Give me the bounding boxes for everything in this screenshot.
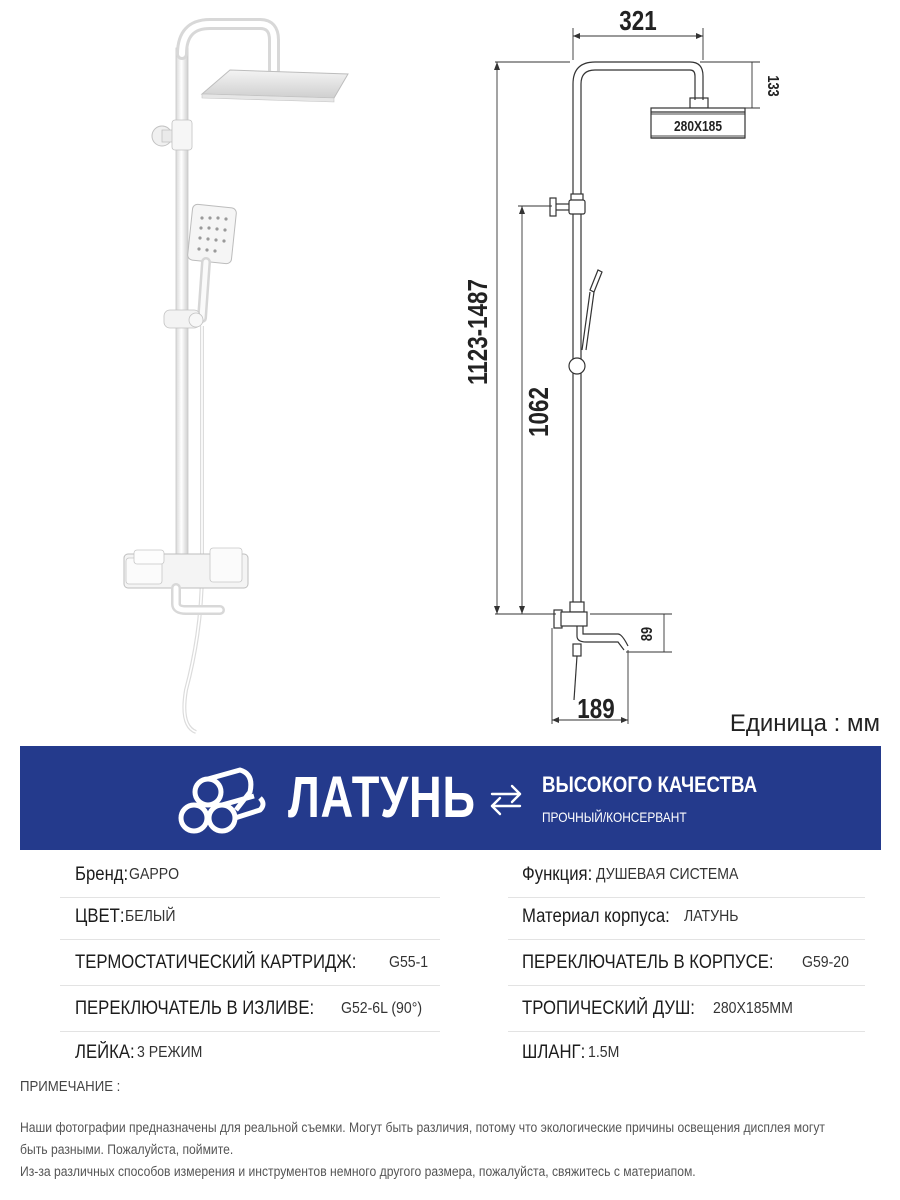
note-line: Наши фотографии предназначены для реальной съемки. Могут быть различия, потому что экологические причины освещения дисплея могут	[20, 1120, 825, 1135]
banner-material: ЛАТУНЬ	[288, 765, 476, 830]
spec-row-body-material	[508, 894, 865, 940]
dim-bar-height: 1062	[523, 387, 555, 437]
spec-label: ШЛАНГ:	[522, 1042, 586, 1063]
spec-value: GAPPO	[129, 865, 180, 883]
material-banner	[20, 746, 881, 850]
spec-value: БЕЛЫЙ	[125, 907, 176, 925]
spec-label: Материал корпуса:	[522, 905, 670, 927]
spec-value: 1.5M	[587, 1044, 620, 1061]
note-line: Из-за различных способов измерения и инструментов немного другого размера, пожалуйста, свяжитесь с материапом.	[20, 1164, 696, 1179]
spec-value: G52-6L (90°)	[340, 999, 422, 1017]
spec-label: Функция:	[522, 863, 593, 885]
banner-quality: ВЫСОКОГО КАЧЕСТВА	[542, 772, 758, 797]
spec-row-hose	[508, 1030, 865, 1076]
spec-value: ЛАТУНЬ	[683, 907, 739, 925]
spec-row-cartridge	[60, 940, 440, 986]
brass-rods-icon	[178, 764, 268, 836]
swap-arrows-icon	[486, 782, 526, 818]
spec-row-function	[508, 852, 865, 898]
technical-drawing	[440, 0, 900, 730]
dim-head-size: 280X185	[673, 117, 723, 135]
dim-spout-height: 89	[638, 626, 657, 642]
spec-value: G59-20	[801, 953, 849, 971]
dim-total-height: 1123-1487	[462, 279, 494, 385]
banner-durable: ПРОЧНЫЙ/КОНСЕРВАНТ	[542, 809, 687, 825]
spec-value: 3 РЕЖИМ	[136, 1044, 203, 1061]
spec-value: ДУШЕВАЯ СИСТЕМА	[595, 865, 739, 883]
note-title: ПРИМЕЧАНИЕ :	[20, 1078, 121, 1095]
spec-label: ПЕРЕКЛЮЧАТЕЛЬ В КОРПУСЕ:	[522, 951, 774, 973]
dim-width-top: 321	[619, 5, 657, 37]
dim-spout-reach: 189	[577, 693, 615, 725]
unit-label: Единица : мм	[729, 710, 880, 737]
spec-value: G55-1	[388, 953, 428, 971]
spec-label: ТРОПИЧЕСКИЙ ДУШ:	[522, 997, 695, 1019]
spec-row-hand-shower	[60, 1030, 440, 1076]
spec-label: ТЕРМОСТАТИЧЕСКИЙ КАРТРИДЖ:	[75, 951, 357, 973]
product-photo	[110, 10, 380, 745]
spec-label: ПЕРЕКЛЮЧАТЕЛЬ В ИЗЛИВЕ:	[75, 997, 315, 1019]
spec-row-color	[60, 894, 440, 940]
spec-label: ЛЕЙКА:	[75, 1042, 135, 1063]
spec-row-spout-switch	[60, 986, 440, 1032]
note-line: быть разными. Пожалуйста, поймите.	[20, 1142, 234, 1157]
spec-label: Бренд:	[75, 863, 129, 885]
dim-head-height: 133	[763, 75, 782, 97]
spec-label: ЦВЕТ:	[75, 905, 125, 927]
spec-row-rain-shower	[508, 986, 865, 1032]
spec-value: 280X185MM	[712, 999, 793, 1017]
spec-row-brand	[60, 852, 440, 898]
spec-row-body-switch	[508, 940, 865, 986]
